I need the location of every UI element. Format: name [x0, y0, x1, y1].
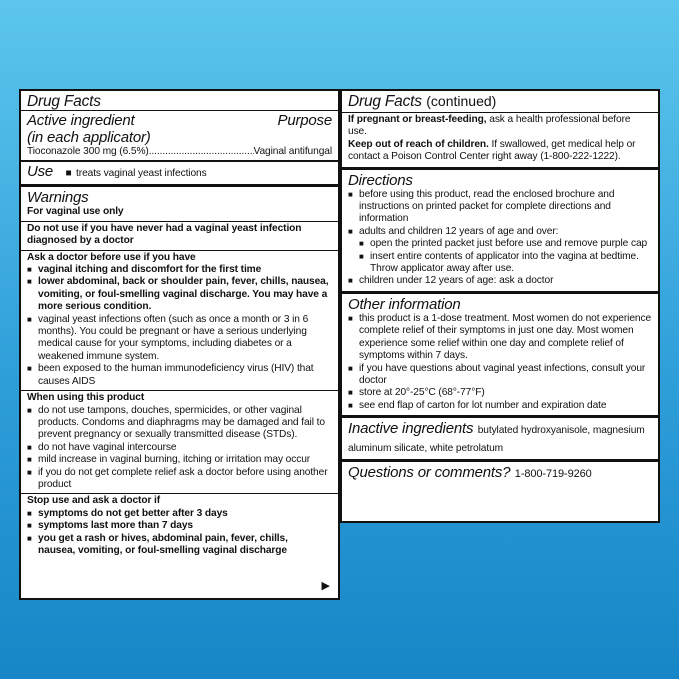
continued-title: Drug Facts (continued)	[348, 93, 497, 110]
active-ingredient-row	[27, 146, 332, 158]
list-item: ■ vaginal yeast infections often (such as once a month or 3 in 6 months). You could be pregnant or have a serious underlying medical cause for your symptoms, including diabetes or a weakened immune system.	[27, 314, 332, 364]
purpose-heading: Purpose	[277, 112, 332, 129]
active-ingredient-heading: Active ingredient	[27, 112, 135, 129]
ask-doctor-heading: Ask a doctor before use if you have	[27, 251, 196, 263]
questions-heading: Questions or comments?	[348, 464, 511, 482]
inactive-ingredients-section	[342, 418, 658, 462]
questions-phone: 1-800-719-9260	[514, 468, 592, 481]
inactive-ingredients-heading: Inactive ingredients	[348, 420, 474, 438]
use-text: treats vaginal yeast infections	[76, 168, 207, 180]
questions-section	[342, 462, 658, 485]
list-item: ■ insert entire contents of applicator into the vagina at bedtime. Throw applicator away after use.	[348, 251, 652, 276]
list-item: ■ you get a rash or hives, abdominal pain, fever, chills, nausea, vomiting, or foul-smelling vaginal discharge	[27, 533, 332, 558]
when-using-heading: When using this product	[27, 392, 145, 404]
vaginal-use-only: For vaginal use only	[27, 206, 124, 218]
other-information-section	[342, 294, 658, 418]
list-item: ■ adults and children 12 years of age and over:	[348, 226, 652, 238]
list-item: ■ children under 12 years of age: ask a doctor	[348, 275, 652, 287]
list-item: ■ been exposed to the human immunodeficiency virus (HIV) that causes AIDS	[27, 363, 332, 388]
active-ingredient-section	[21, 91, 338, 161]
list-item: ■ store at 20°-25°C (68°-77°F)	[348, 387, 652, 399]
list-item: ■ symptoms last more than 7 days	[27, 520, 332, 532]
directions-heading: Directions	[348, 171, 413, 189]
list-item: ■ vaginal itching and discomfort for the first time	[27, 264, 332, 276]
drug-facts-title: Drug Facts	[27, 93, 101, 110]
list-item: ■ if you have questions about vaginal yeast infections, consult your doctor	[348, 363, 652, 388]
list-item: ■ see end flap of carton for lot number and expiration date	[348, 400, 652, 412]
warnings-section	[21, 187, 338, 557]
list-item: ■ before using this product, read the enclosed brochure and instructions on printed packet for complete directions and information	[348, 189, 652, 226]
warnings-heading: Warnings	[27, 189, 89, 207]
list-item: ■ do not use tampons, douches, spermicides, or other vaginal products. Condoms and diaphragms may be damaged and fail to prevent pregnancy or sexually transmitted disease (STDs).	[27, 405, 332, 442]
use-section: Use ■ treats vaginal yeast infections	[21, 161, 338, 187]
drug-facts-left-panel	[19, 89, 340, 600]
active-ingredient: Tioconazole 300 mg (6.5%)	[27, 146, 149, 157]
continued-section	[342, 91, 658, 170]
use-heading: Use	[27, 163, 54, 181]
directions-section	[342, 170, 658, 294]
do-not-use-warning: Do not use if you have never had a vaginal yeast infection diagnosed by a doctor	[21, 221, 338, 248]
list-item: ■ do not have vaginal intercourse	[27, 442, 332, 454]
stop-use-heading: Stop use and ask a doctor if	[27, 495, 161, 507]
purpose-value: Vaginal antifungal	[253, 146, 332, 157]
continue-arrow-icon: ▶	[321, 580, 330, 592]
active-ingredient-subheading: (in each applicator)	[27, 129, 151, 146]
list-item: ■ symptoms do not get better after 3 days	[27, 508, 332, 520]
list-item: ■ if you do not get complete relief ask a doctor before using another product	[27, 467, 332, 492]
other-information-heading: Other information	[348, 295, 461, 313]
list-item: ■ open the printed packet just before use and remove purple cap	[348, 238, 652, 250]
drug-facts-right-panel	[340, 89, 660, 523]
list-item: ■ this product is a 1-dose treatment. Most women do not experience complete relief of their symptoms in just one day. Most women experience some relief within one day and complete relief of symptoms within 7 days.	[348, 313, 652, 363]
pregnant-warning: If pregnant or breast-feeding, ask a health professional before use.	[342, 112, 658, 139]
keep-out-warning: Keep out of reach of children. If swallowed, get medical help or contact a Poison Control Center right away (1-800-222-1222).	[348, 138, 636, 163]
inactive-ingredients-text: butylated hydroxyanisole, magnesium aluminum silicate, white petrolatum	[348, 425, 645, 455]
list-item: ■ lower abdominal, back or shoulder pain, fever, chills, nausea, vomiting, or foul-smelling vaginal discharge. You may have a more serious condition.	[27, 276, 332, 313]
list-item: ■ mild increase in vaginal burning, itching or irritation may occur	[27, 454, 332, 466]
